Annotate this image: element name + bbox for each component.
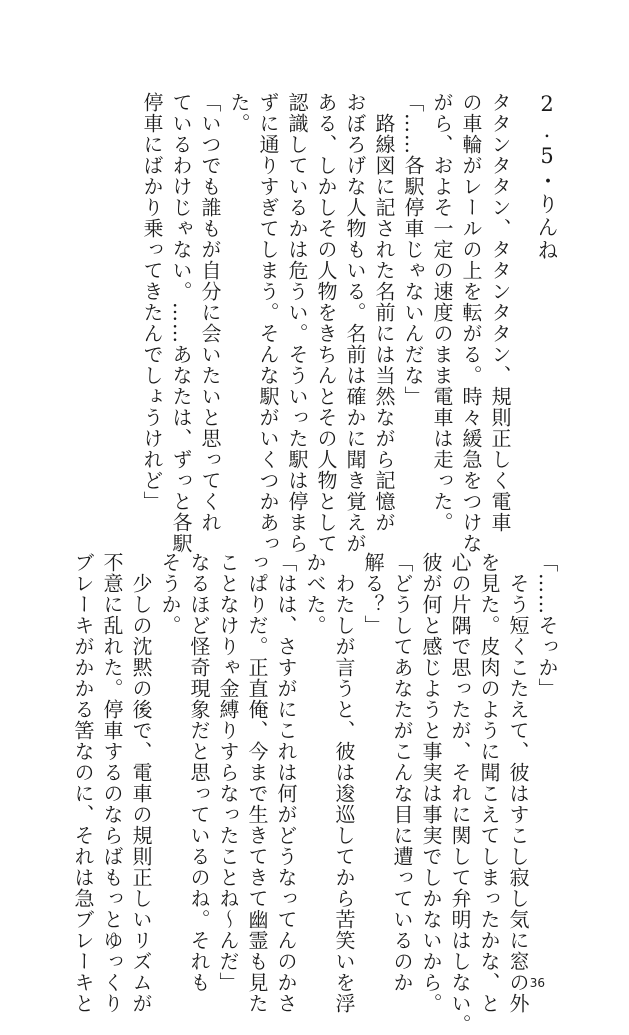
text-column: 解る？」 <box>361 552 385 636</box>
text-column: ブレーキがかかる筈なのに、それは急ブレーキと <box>71 552 95 1014</box>
text-column: かべた。 <box>303 552 327 636</box>
text-column: なるほど怪奇現象だと思っているのね。それも <box>187 552 211 993</box>
text-column: ある、しかしその人物をきちんとその人物として <box>314 92 338 554</box>
text-column: 彼が何と感じようと事実は事実でしかないから。 <box>419 552 443 1014</box>
text-column: の車輪がレールの上を転がる。時々緩急をつけな <box>459 92 483 554</box>
text-column: 「はは、さすがにこれは何がどうなってんのかさ <box>274 552 298 1014</box>
section-title: ・りんね <box>535 170 559 262</box>
text-column: 心の片隅で思ったが、それに関して弁明はしない。 <box>448 552 472 1035</box>
text-column: た。 <box>227 92 251 134</box>
text-column: 停車にばかり乗ってきたんでしょうけれど」 <box>140 92 164 512</box>
page-number: 36 <box>529 976 545 990</box>
section-number: 2.5 <box>535 92 559 170</box>
text-column: 少しの沈黙の後で、電車の規則正しいリズムが <box>129 552 153 1014</box>
text-column: おぼろげな人物もいる。名前は確かに聞き覚えが <box>343 92 367 554</box>
text-column: 路線図に記された名前には当然ながら記憶が <box>372 92 396 533</box>
text-column: を見た。皮肉のように聞こえてしまったかな、と <box>477 552 501 1014</box>
text-column: っぱりだ。正直俺、今まで生きてきて幽霊も見た <box>245 552 269 1014</box>
section-heading <box>532 92 561 262</box>
text-column: 「……各駅停車じゃないんだな」 <box>401 92 425 407</box>
upper-text-block <box>137 92 561 554</box>
text-column: ずに通りすぎてしまう。そんな駅がいくつかあっ <box>256 92 280 554</box>
text-column: タタンタタン、タタンタタン、規則正しく電車 <box>488 92 512 533</box>
text-column: わたしが言うと、彼は逡巡してから苦笑いを浮 <box>332 552 356 1014</box>
text-column: ことなけりゃ金縛りすらなったことね～んだ」 <box>216 552 240 993</box>
text-column: がら、およそ一定の速度のまま電車は走った。 <box>430 92 454 533</box>
text-column: 「いつでも誰もが自分に会いたいと思ってくれ <box>198 92 222 533</box>
text-column: 不意に乱れた。停車するのならばもっとゆっくり <box>100 552 124 1014</box>
text-column: そう短くこたえて、彼はすこし寂し気に窓の外 <box>506 552 530 1014</box>
text-column: 「……そっか」 <box>535 552 559 699</box>
text-column: 「どうしてあなたがこんな目に遭っているのか <box>390 552 414 993</box>
text-column: そうか。 <box>158 552 182 636</box>
text-column: ているわけじゃない。……あなたは、ずっと各駅 <box>169 92 193 554</box>
text-column: 認識しているかは危うい。そういった駅は停まら <box>285 92 309 554</box>
